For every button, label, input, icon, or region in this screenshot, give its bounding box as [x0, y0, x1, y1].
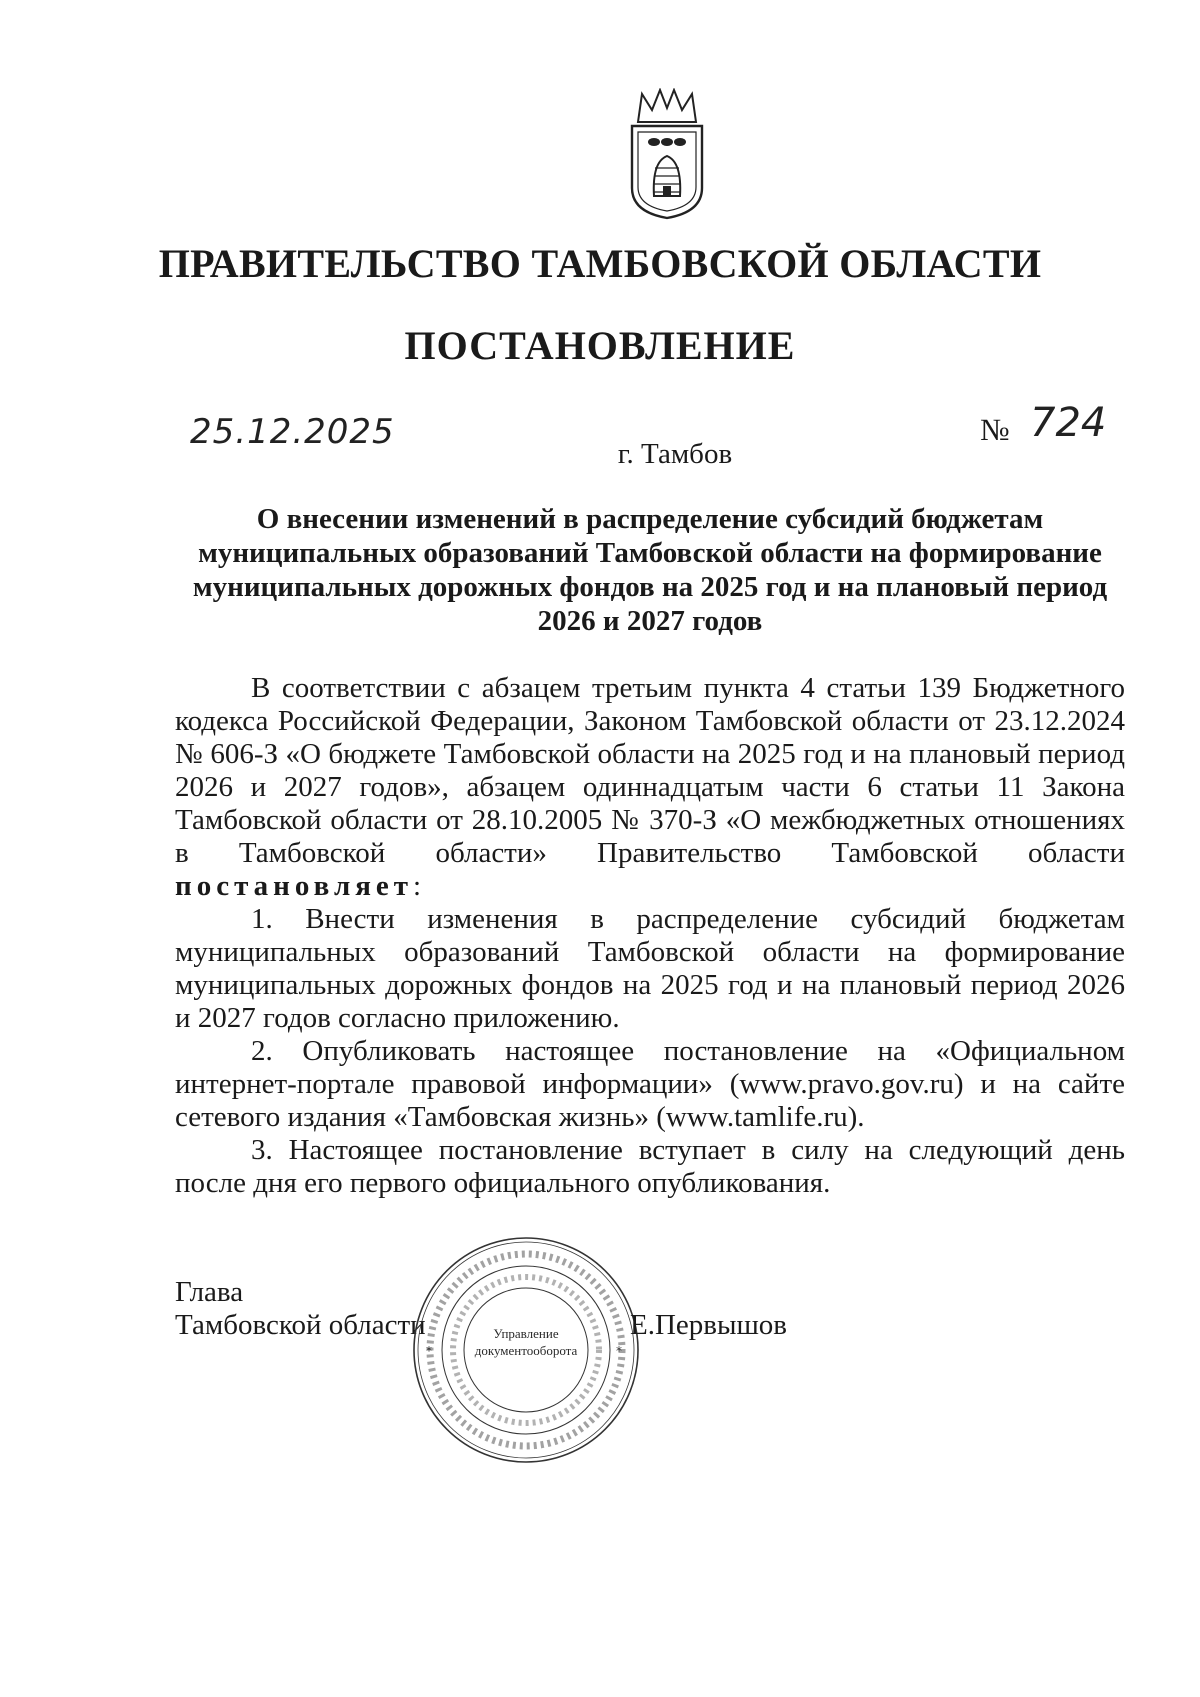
government-title: ПРАВИТЕЛЬСТВО ТАМБОВСКОЙ ОБЛАСТИ — [158, 241, 1042, 286]
item-paragraph-1: 1. Внести изменения в распределение субсидий бюджетам муниципальных образований Тамбовской области на формирование муниципальных дорожных фондов на 2025 год и на плановый период 2026 и 2027 годов согласно приложению. — [175, 903, 1125, 1034]
stamp-inner-text — [458, 1325, 594, 1359]
item-paragraph-3: 3. Настоящее постановление вступает в силу на следующий день после дня его первого официального опубликования. — [175, 1134, 1125, 1199]
resolves-word: постановляет — [175, 870, 414, 902]
svg-text:*: * — [616, 1344, 622, 1358]
resolves-punctuation: : — [413, 870, 422, 902]
coat-of-arms-emblem — [624, 88, 710, 220]
signatory-title-line-1: Глава — [175, 1276, 244, 1308]
city-label: г. Тамбов — [617, 438, 733, 470]
preamble-text: В соответствии с абзацем третьим пункта 4 статьи 139 Бюджетного кодекса Российской Федерации, Законом Тамбовской области от 23.12.2024 № 606-З «О бюджете Тамбовской области на 2025 год и на плановый период 2026 и 2027 годов», абзацем одиннадцатым части 6 статьи 11 Закона Тамбовской области от 28.10.2005 № 370-З «О межбюджетных отношениях в Тамбовской области» Правительство Тамбовской области — [175, 672, 1125, 869]
document-body — [175, 672, 1125, 1200]
document-subject: О внесении изменений в распределение субсидий бюджетам муниципальных образований Тамбовской области на формирование муниципальных дорожных фондов на 2025 год и на плановый период 2026 и 2027 годов — [192, 503, 1108, 637]
number-sign: № — [980, 412, 1010, 447]
document-type-title: ПОСТАНОВЛЕНИЕ — [404, 323, 796, 368]
handwritten-date: 25.12.2025 — [190, 412, 395, 452]
signatory-title — [175, 1276, 426, 1342]
handwritten-number: 724 — [1030, 400, 1107, 446]
item-paragraph-2: 2. Опубликовать настоящее постановление на «Официальном интернет-портале правовой информации» (www.pravo.gov.ru) и на сайте сетевого издания «Тамбовская жизнь» (www.tamlife.ru). — [175, 1035, 1125, 1133]
preamble-paragraph — [175, 672, 1125, 903]
stamp-inner-line-1: Управление — [493, 1326, 559, 1341]
stamp-inner-line-2: документооборота — [474, 1343, 578, 1358]
svg-text:*: * — [426, 1344, 432, 1358]
signatory-title-line-2: Тамбовской области — [175, 1309, 426, 1341]
signatory-name: Е.Первышов — [630, 1309, 787, 1341]
